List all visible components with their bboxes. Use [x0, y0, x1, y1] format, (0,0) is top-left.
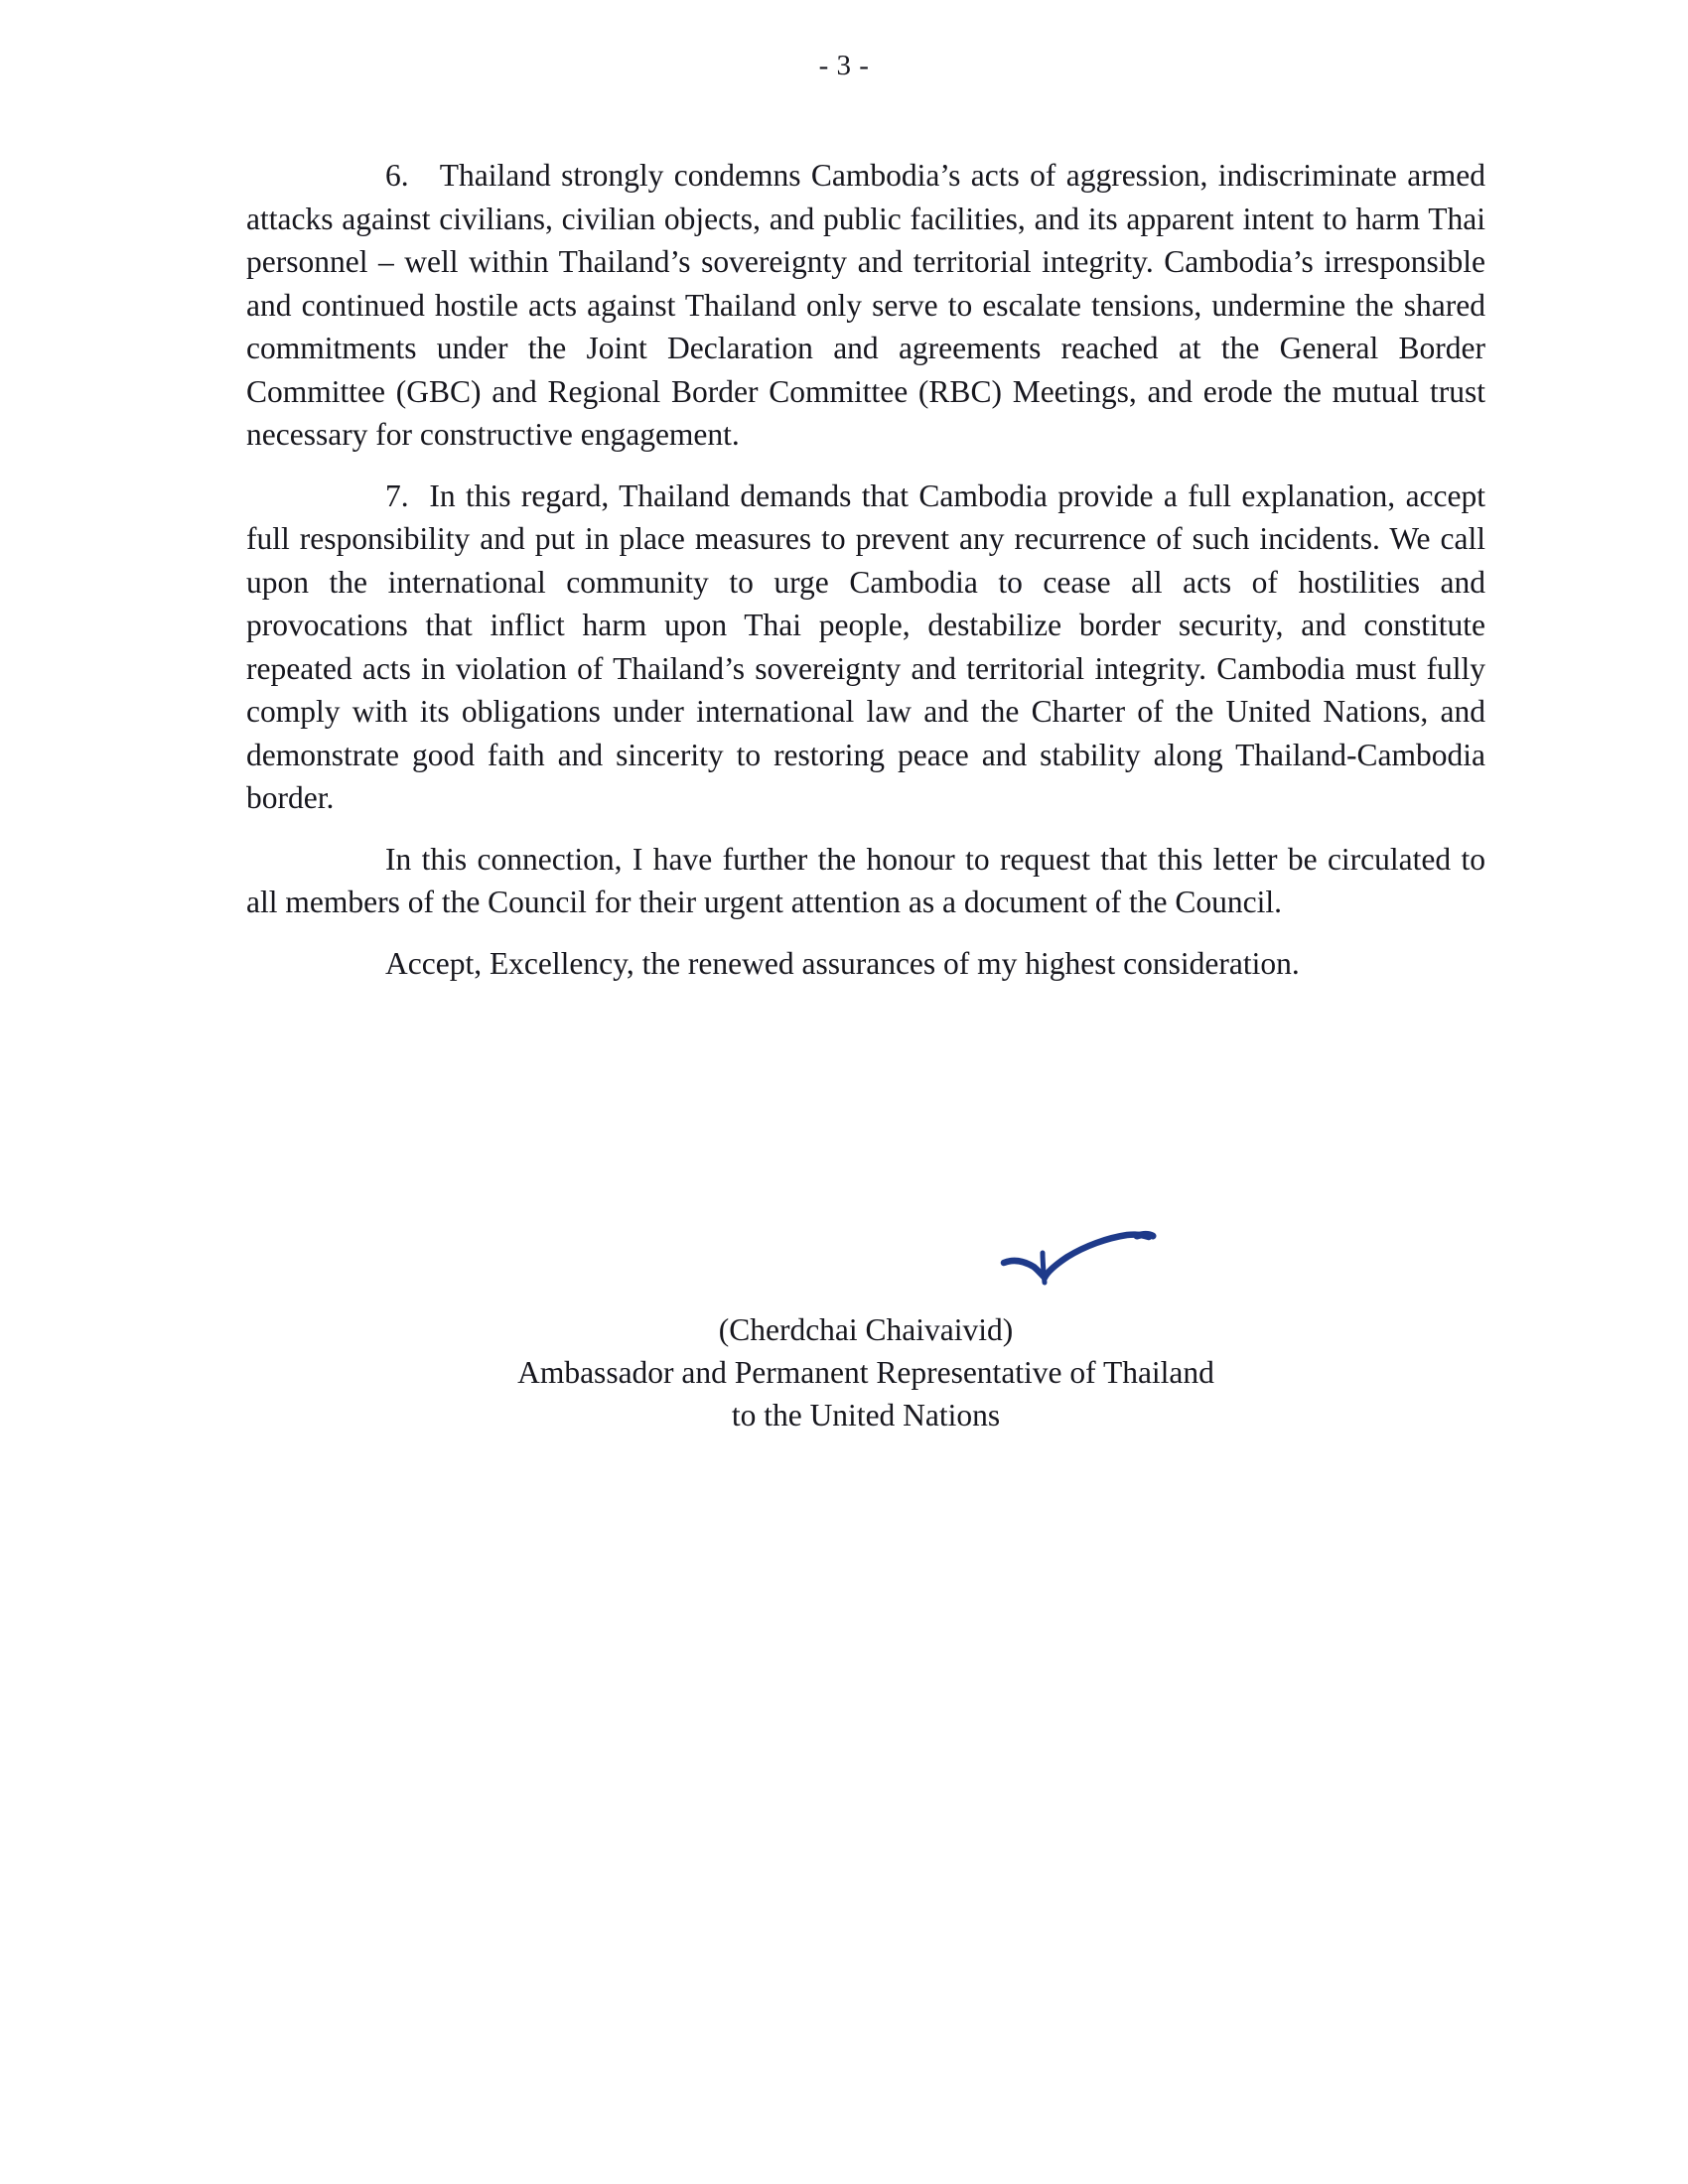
document-body	[246, 154, 1485, 997]
paragraph-6-number: 6.	[385, 158, 409, 193]
paragraph-6-text	[409, 158, 440, 193]
paragraph-closing: Accept, Excellency, the renewed assurances of my highest consideration.	[385, 945, 1300, 981]
paragraph-7-spacer	[409, 478, 430, 513]
signatory-title-line-2: to the United Nations	[731, 1398, 1001, 1433]
handwritten-signature-mark	[998, 1223, 1177, 1293]
signatory-name: (Cherdchai Chaivaivid)	[718, 1312, 1014, 1347]
page-number: - 3 -	[818, 50, 870, 81]
paragraph-6-body: Thailand strongly condemns Cambodia’s acts of aggression, indiscriminate armed attacks against civilians, civilian objects, and public facilities, and its apparent intent to harm Thai personnel – well within Thailand’s sovereignty and territorial integrity. Cambodia’s irresponsible and continued hostile acts against Thailand only serve to escalate tensions, undermine the shared commitments under the Joint Declaration and agreements reached at the General Border Committee (GBC) and Regional Border Committee (RBC) Meetings, and erode the mutual trust necessary for constructive engagement.	[246, 158, 1485, 452]
paragraph-circulation: In this connection, I have further the honour to request that this letter be circulated to all members of the Council for their urgent attention as a document of the Council.	[246, 841, 1485, 919]
paragraph-7-number: 7.	[385, 478, 409, 513]
signatory-title-line-1: Ambassador and Permanent Representative of Thailand	[517, 1355, 1214, 1390]
paragraph-7	[246, 475, 1485, 820]
signature-block	[246, 1308, 1485, 1436]
paragraph-6	[246, 154, 1485, 457]
paragraph-7-body: In this regard, Thailand demands that Cambodia provide a full explanation, accept full responsibility and put in place measures to prevent any recurrence of such incidents. We call upon the international community to urge Cambodia to cease all acts of hostilities and provocations that inflict harm upon Thai people, destabilize border security, and constitute repeated acts in violation of Thailand’s sovereignty and territorial integrity. Cambodia must fully comply with its obligations under international law and the Charter of the United Nations, and demonstrate good faith and sincerity to restoring peace and stability along Thailand-Cambodia border.	[246, 478, 1486, 815]
